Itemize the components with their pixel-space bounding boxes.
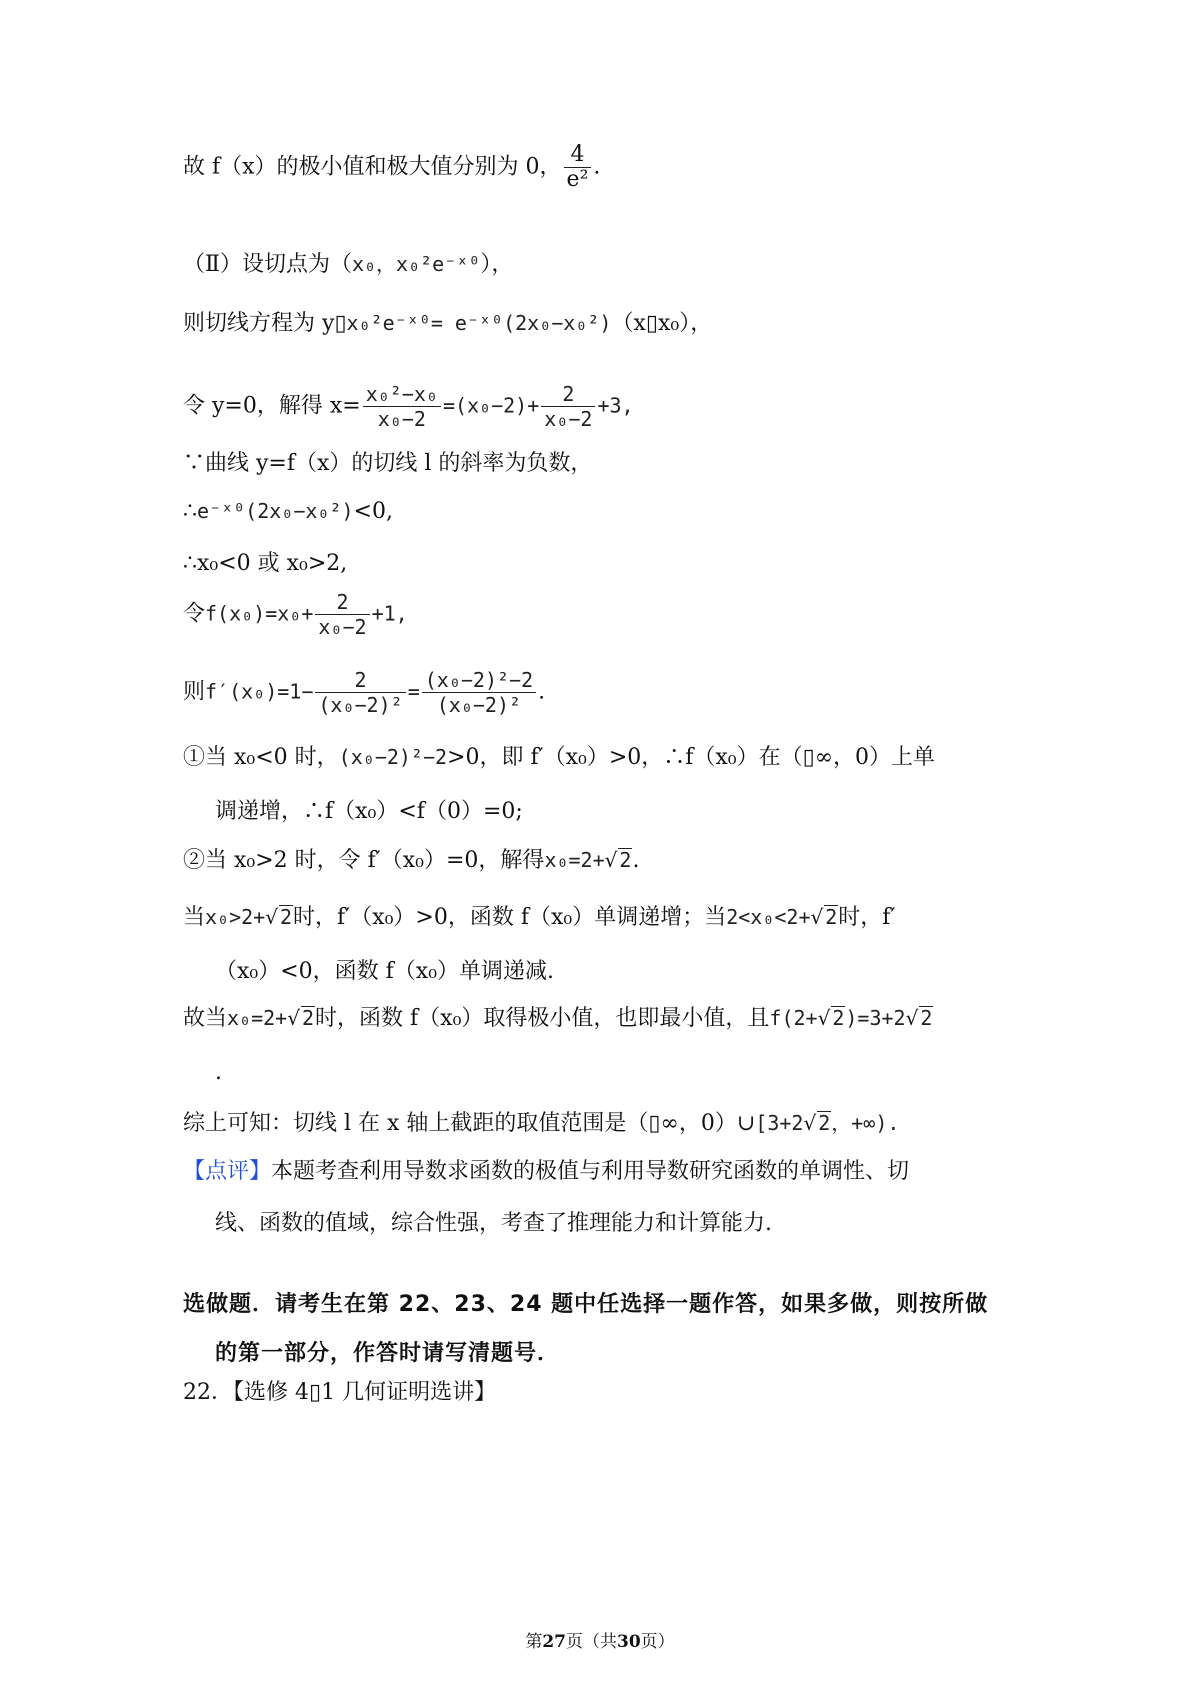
line-minimum-value: 故当x₀=2+√ 2时，函数 f（x₀）取得极小值，也即最小值，且f(2+√ 2)=3+2√ 2 xyxy=(183,1006,933,1031)
line-monotonic-increasing: 当x₀>2+√ 2时，f′（x₀）>0，函数 f（x₀）单调递增；当2<x₀<2+√ 2时，f′ xyxy=(183,905,896,930)
line-tangent-equation: 则切线方程为 y▯x₀²e⁻ˣ⁰= e⁻ˣ⁰(2x₀−x₀²)（x▯x₀）， xyxy=(183,311,713,336)
line-optional-heading: 选做题．请考生在第 22、23、24 题中任选择一题作答，如果多做，则按所做 xyxy=(183,1292,989,1317)
line-therefore-inequality: ∴e⁻ˣ⁰(2x₀−x₀²)<0, xyxy=(183,499,393,524)
line-case-2: ②当 x₀>2 时，令 f′（x₀）=0，解得x₀=2+√ 2. xyxy=(183,848,640,873)
fraction-f-def: $\frac{2}{\text{x₀−2}}$ xyxy=(315,590,369,639)
line-conclusion: 综上可知：切线 l 在 x 轴上截距的取值范围是（▯∞，0）∪[3+2√ 2，+∞). xyxy=(183,1111,900,1136)
line-define-f: 令f(x₀)=x₀+ $\frac{2}{\text{x₀−2}}$ +1, xyxy=(183,590,408,639)
line-solve-x-intercept: 令 y=0，解得 x= $\frac{\text{x₀²−x₀}}{\text{x₀−2}}$ =(x₀−2)+ $\frac{2}{\text{x₀−2}}$ +3, xyxy=(183,382,634,431)
fraction-4-over-e2: $\frac{4}{\text{e²}}$ xyxy=(564,143,592,192)
page-number: 27 xyxy=(542,1632,566,1652)
comment-tag: 【点评】 xyxy=(183,1159,272,1184)
line-slope-negative: ∵曲线 y=f（x）的切线 l 的斜率为负数， xyxy=(183,451,593,476)
line-x0-range: ∴x₀<0 或 x₀>2, xyxy=(183,551,348,576)
line-optional-heading-cont: 的第一部分，作答时请写清题号． xyxy=(215,1341,561,1366)
line-tangent-point: （Ⅱ）设切点为（x₀，x₀²e⁻ˣ⁰）， xyxy=(183,252,514,277)
line-period: . xyxy=(215,1060,222,1085)
fraction-derivative-2: $\frac{\text{(x₀−2)²−2}}{\text{(x₀−2)²}}$ xyxy=(422,668,536,717)
line-comment: 【点评】本题考查利用导数求函数的极值与利用导数研究函数的单调性、切 xyxy=(183,1159,910,1184)
fraction-derivative-1: $\frac{2}{\text{(x₀−2)²}}$ xyxy=(315,668,405,717)
line-case-1-cont: 调递增，∴f（x₀）<f（0）=0; xyxy=(215,799,523,824)
line-monotonic-decreasing: （x₀）<0，函数 f（x₀）单调递减. xyxy=(215,959,555,984)
line-extrema-values: 故 f（x）的极小值和极大值分别为 0， $\frac{4}{\text{e²}}$ . xyxy=(183,142,601,192)
fraction-intercept: $\frac{\text{x₀²−x₀}}{\text{x₀−2}}$ xyxy=(363,382,441,431)
line-derivative: 则f′(x₀)=1− $\frac{2}{\text{(x₀−2)²}}$ = $\frac{\text{(x₀−2)²−2}}{\text{(x₀−2)²}}$ . xyxy=(183,668,546,717)
page-total: 30 xyxy=(617,1632,641,1652)
line-question-22: 22．【选修 4▯1 几何证明选讲】 xyxy=(183,1380,497,1405)
line-comment-cont: 线、函数的值域，综合性强，考查了推理能力和计算能力. xyxy=(215,1211,772,1236)
page-footer: 第27页（共30页） xyxy=(525,1632,675,1652)
fraction-2-over-x0-minus-2: $\frac{2}{\text{x₀−2}}$ xyxy=(541,382,595,431)
line-case-1: ①当 x₀<0 时，(x₀−2)²−2>0，即 f′（x₀）>0，∴f（x₀）在（▯∞，0）上单 xyxy=(183,745,936,770)
